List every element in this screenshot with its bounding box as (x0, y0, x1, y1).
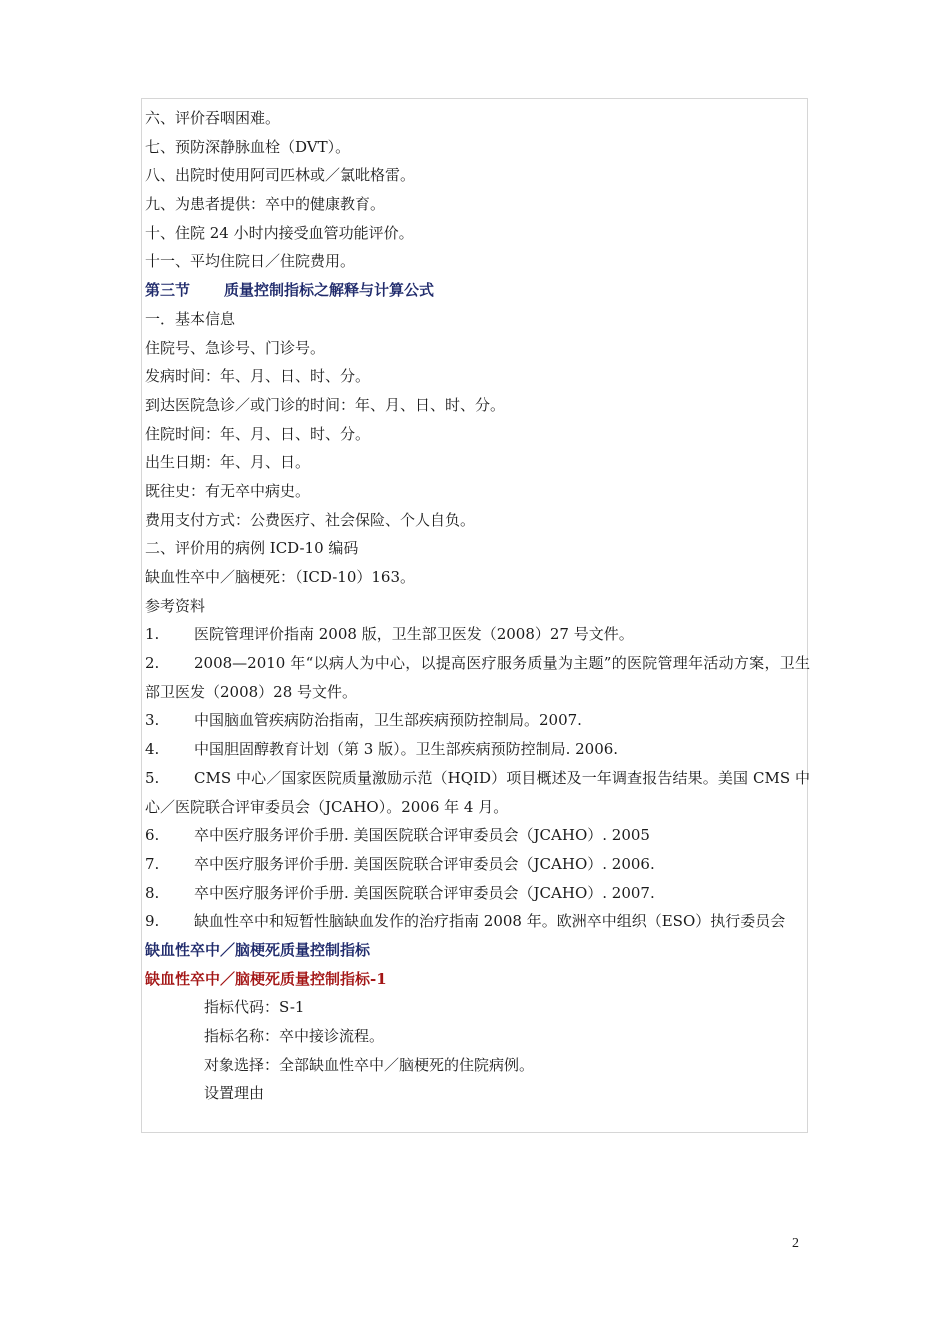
section-number: 第三节 (145, 281, 191, 300)
text-line: 十、住院 24 小时内接受血管功能评价。 (145, 223, 414, 242)
reference-item (145, 735, 810, 764)
reference-item (145, 620, 810, 649)
reference-item (145, 850, 810, 879)
reference-text: 缺血性卒中和短暂性脑缺血发作的治疗指南 2008 年。欧洲卒中组织（ESO）执行委员会 (194, 912, 786, 931)
reference-number: 5. (145, 768, 160, 787)
text-line: 七、预防深静脉血栓（DVT）。 (145, 137, 351, 156)
reference-number: 9. (145, 912, 160, 931)
text-line: 九、为患者提供：卒中的健康教育。 (145, 195, 386, 214)
indicator-field: 指标代码：S-1 (204, 998, 305, 1017)
reference-text: 卒中医疗服务评价手册. 美国医院联合评审委员会（JCAHO）. 2005 (194, 826, 650, 845)
reference-number: 8. (145, 883, 160, 902)
text-line: 住院号、急诊号、门诊号。 (145, 338, 326, 357)
indicator-heading: 缺血性卒中／脑梗死质量控制指标 (145, 941, 371, 960)
section-title: 质量控制指标之解释与计算公式 (224, 281, 435, 300)
reference-item (145, 706, 810, 735)
indicator-field: 设置理由 (204, 1084, 265, 1103)
reference-text: 医院管理评价指南 2008 版，卫生部卫医发（2008）27 号文件。 (194, 625, 634, 644)
reference-text: CMS 中心／国家医院质量激励示范（HQID）项目概述及一年调查报告结果。美国 CMS 中心／医院联合评审委员会（JCAHO）。2006 年 4 月。 (145, 768, 810, 816)
text-line: 参考资料 (145, 596, 206, 615)
text-line: 十一、平均住院日／住院费用。 (145, 252, 356, 271)
text-line: 一．基本信息 (145, 309, 236, 328)
reference-number: 3. (145, 711, 160, 730)
indicator-field: 指标名称：卒中接诊流程。 (204, 1027, 385, 1046)
reference-item (145, 907, 810, 936)
reference-item (145, 879, 810, 908)
text-line: 费用支付方式：公费医疗、社会保险、个人自负。 (145, 510, 476, 529)
reference-number: 4. (145, 740, 160, 759)
text-line: 八、出院时使用阿司匹林或／氯吡格雷。 (145, 166, 416, 185)
section-heading (145, 276, 810, 305)
reference-text: 2008—2010 年“以病人为中心，以提高医疗服务质量为主题”的医院管理年活动方案，卫生部卫医发（2008）28 号文件。 (145, 654, 810, 701)
text-line: 缺血性卒中／脑梗死：（ICD-10）163。 (145, 568, 415, 586)
reference-number: 6. (145, 826, 160, 845)
text-line: 发病时间：年、月、日、时、分。 (145, 367, 371, 386)
text-line: 二、评价用的病例 ICD-10 编码 (145, 539, 359, 558)
reference-item (145, 821, 810, 850)
reference-text: 卒中医疗服务评价手册. 美国医院联合评审委员会（JCAHO）. 2007. (194, 883, 655, 902)
text-line: 住院时间：年、月、日、时、分。 (145, 424, 371, 443)
reference-item (145, 764, 810, 821)
text-line: 出生日期：年、月、日。 (145, 453, 311, 472)
indicator-field: 对象选择：全部缺血性卒中／脑梗死的住院病例。 (204, 1055, 535, 1074)
indicator-subheading: 缺血性卒中／脑梗死质量控制指标-1 (145, 969, 387, 988)
reference-number: 7. (145, 854, 160, 873)
reference-number: 2. (145, 654, 160, 673)
reference-text: 卒中医疗服务评价手册. 美国医院联合评审委员会（JCAHO）. 2006. (194, 854, 655, 873)
text-line: 到达医院急诊／或门诊的时间：年、月、日、时、分。 (145, 395, 506, 414)
page-number: 2 (792, 1236, 799, 1251)
reference-item (145, 649, 810, 706)
reference-text: 中国脑血管疾病防治指南，卫生部疾病预防控制局。2007. (194, 711, 582, 730)
document-body (145, 104, 810, 1108)
reference-text: 中国胆固醇教育计划（第 3 版）。卫生部疾病预防控制局. 2006. (194, 740, 619, 759)
text-line: 既往史：有无卒中病史。 (145, 481, 311, 500)
text-line: 六、评价吞咽困难。 (145, 109, 281, 127)
reference-number: 1. (145, 625, 160, 644)
